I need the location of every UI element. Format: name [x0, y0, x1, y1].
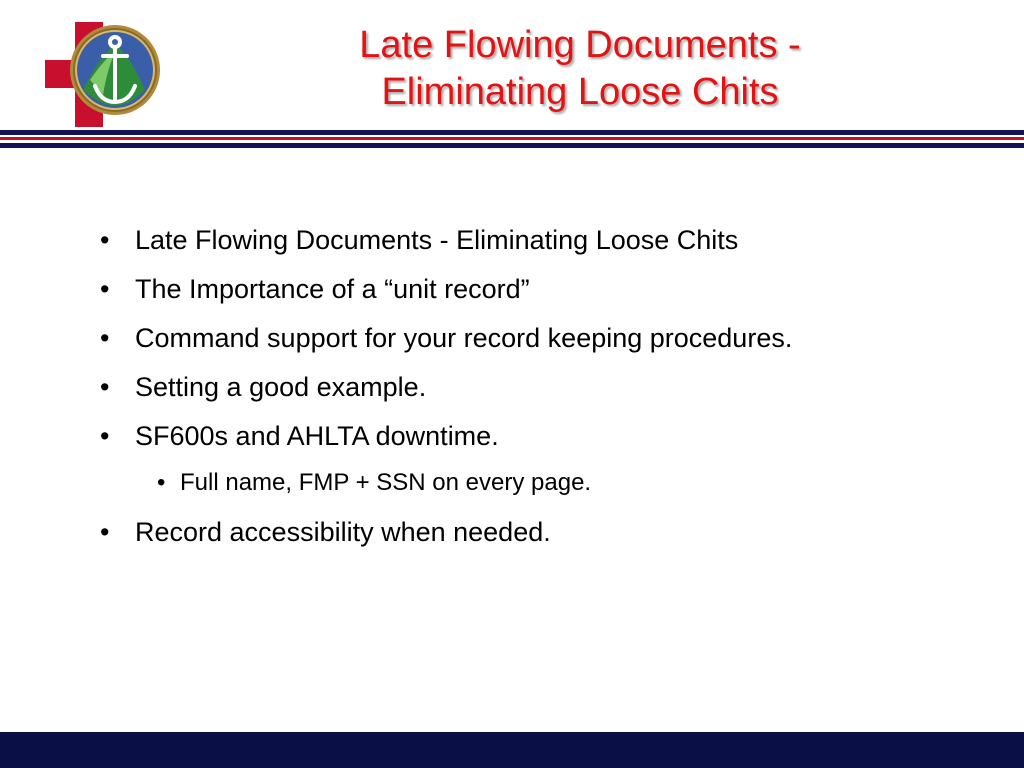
bullet-text: Record accessibility when needed. [135, 517, 551, 547]
bullet-point: • [100, 323, 110, 353]
slide-title [180, 22, 980, 116]
navy-medicine-anchor-cross-icon [45, 20, 163, 130]
bullet-text: The Importance of a “unit record” [135, 274, 530, 304]
bullet-item [0, 416, 1024, 456]
bullet-item [0, 512, 1024, 552]
bullet-list [0, 220, 1024, 561]
bullet-item [0, 220, 1024, 260]
bullet-text: Full name, FMP + SSN on every page. [180, 469, 592, 496]
bullet-item [0, 269, 1024, 309]
footer-bar [0, 732, 1024, 768]
bullet-point: • [100, 372, 110, 402]
bullet-text: SF600s and AHLTA downtime. [135, 421, 499, 451]
sub-bullet-item [0, 465, 1024, 501]
bullet-item [0, 367, 1024, 407]
bullet-point: • [100, 517, 110, 547]
bullet-point: • [100, 421, 110, 451]
header-stripe-navy-top [0, 130, 1024, 135]
title-line-1: Late Flowing Documents - [359, 24, 801, 66]
bullet-point: • [157, 469, 166, 496]
bullet-text: Command support for your record keeping procedures. [135, 323, 793, 353]
bullet-text: Setting a good example. [135, 372, 427, 402]
header-stripe-red [0, 137, 1024, 140]
bullet-text: Late Flowing Documents - Eliminating Loose Chits [135, 225, 739, 255]
bullet-point: • [100, 225, 110, 255]
bullet-point: • [100, 274, 110, 304]
bullet-item [0, 318, 1024, 358]
title-line-2: Eliminating Loose Chits [381, 71, 779, 113]
header-stripe-navy-bottom [0, 143, 1024, 148]
